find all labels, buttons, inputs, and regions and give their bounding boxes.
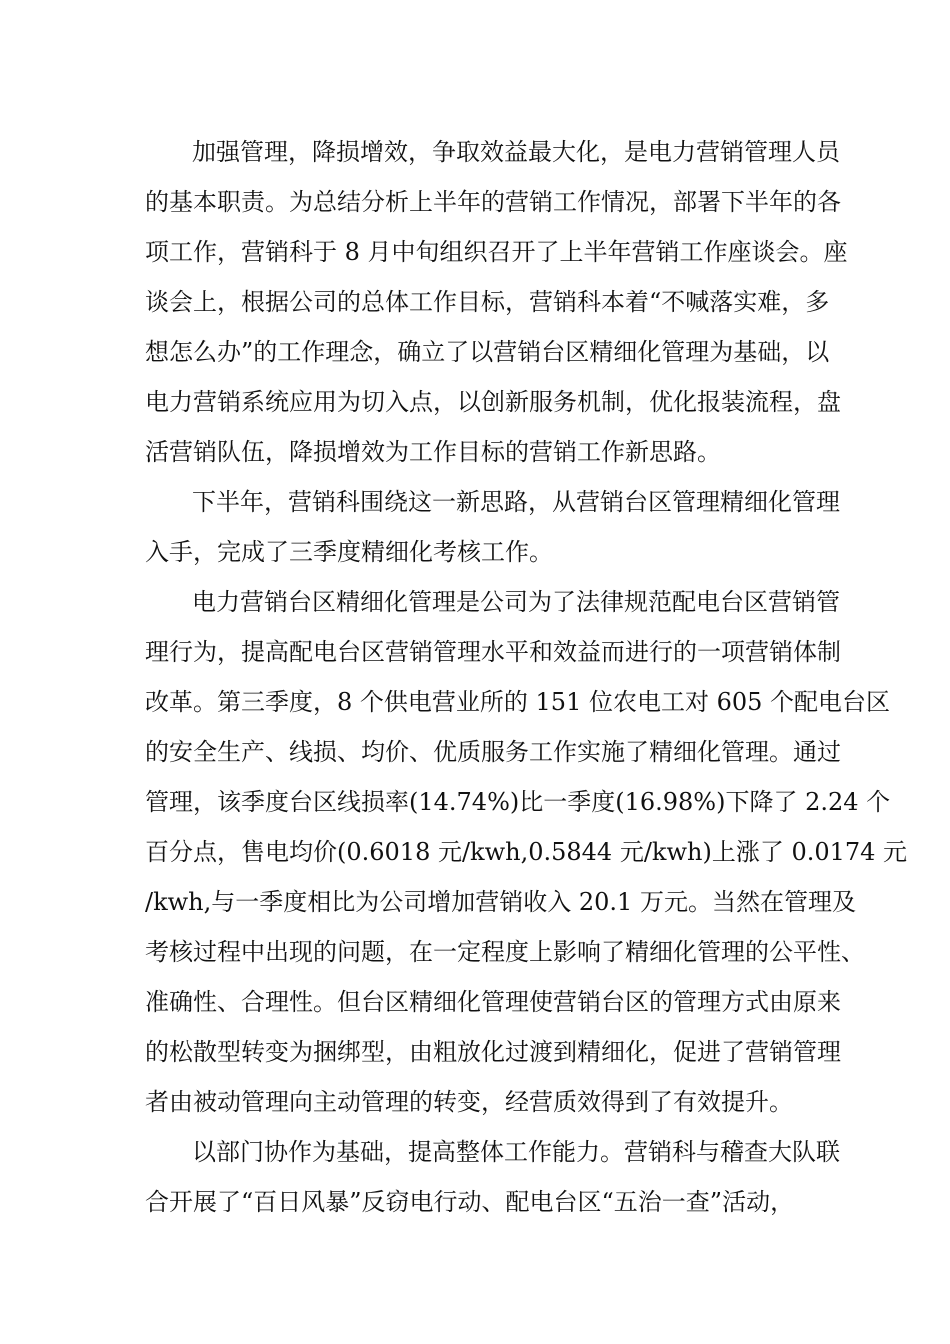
- text-line: 加强管理，降损增效，争取效益最大化，是电力营销管理人员: [192, 138, 840, 166]
- text-line: 改革。第三季度，8 个供电营业所的 151 位农电工对 605 个配电台区: [145, 688, 891, 716]
- text-line: 考核过程中出现的问题，在一定程度上影响了精细化管理的公平性、: [145, 938, 865, 966]
- text-line: 管理，该季度台区线损率(14.74%)比一季度(16.98%)下降了 2.24 个: [145, 788, 891, 816]
- text-line: 以部门协作为基础，提高整体工作能力。营销科与稽查大队联: [192, 1138, 840, 1166]
- text-line: 合开展了“百日风暴”反窃电行动、配电台区“五治一查”活动，: [145, 1188, 795, 1216]
- text-line: 电力营销台区精细化管理是公司为了法律规范配电台区营销管: [192, 588, 840, 616]
- text-line: 电力营销系统应用为切入点，以创新服务机制，优化报装流程，盘: [145, 388, 841, 416]
- text-line: 活营销队伍，降损增效为工作目标的营销工作新思路。: [145, 438, 721, 466]
- text-line: 百分点，售电均价(0.6018 元/kwh,0.5844 元/kwh)上涨了 0.0174 元: [145, 838, 908, 866]
- text-line: 下半年，营销科围绕这一新思路，从营销台区管理精细化管理: [192, 488, 840, 516]
- text-line: 的安全生产、线损、均价、优质服务工作实施了精细化管理。通过: [145, 738, 841, 766]
- text-line: 谈会上，根据公司的总体工作目标，营销科本着“不喊落实难，多: [145, 288, 830, 316]
- text-line: 的基本职责。为总结分析上半年的营销工作情况，部署下半年的各: [145, 188, 841, 216]
- text-line: 准确性、合理性。但台区精细化管理使营销台区的管理方式由原来: [145, 988, 841, 1016]
- text-line: /kwh,与一季度相比为公司增加营销收入 20.1 万元。当然在管理及: [145, 888, 856, 916]
- text-line: 的松散型转变为捆绑型，由粗放化过渡到精细化，促进了营销管理: [145, 1038, 841, 1066]
- text-line: 想怎么办”的工作理念，确立了以营销台区精细化管理为基础，以: [145, 338, 830, 366]
- text-line: 入手，完成了三季度精细化考核工作。: [145, 538, 553, 566]
- text-line: 项工作，营销科于 8 月中旬组织召开了上半年营销工作座谈会。座: [145, 238, 848, 266]
- text-line: 者由被动管理向主动管理的转变，经营质效得到了有效提升。: [145, 1088, 793, 1116]
- text-line: 理行为，提高配电台区营销管理水平和效益而进行的一项营销体制: [145, 638, 841, 666]
